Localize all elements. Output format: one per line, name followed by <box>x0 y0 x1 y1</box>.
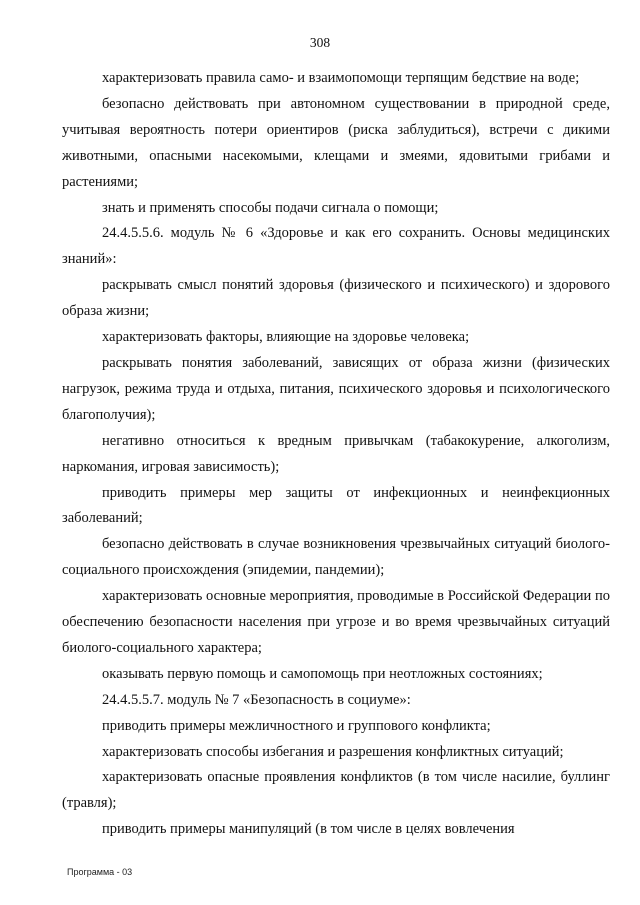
paragraph: приводить примеры межличностного и группового конфликта; <box>102 717 491 734</box>
paragraph: характеризовать способы избегания и разрешения конфликтных ситуаций; <box>102 743 564 760</box>
paragraph: негативно относиться к вредным привычкам (табакокурение, алкоголизм, наркомания, игровая зависимость); <box>62 432 610 475</box>
paragraph: 24.4.5.5.6. модуль № 6 «Здоровье и как его сохранить. Основы медицинских знаний»: <box>62 225 610 268</box>
paragraph: характеризовать основные мероприятия, проводимые в Российской Федерации по обеспечению безопасности населения при угрозе и во время чрезвычайных ситуаций биолого-социального характера; <box>62 588 610 656</box>
paragraph: знать и применять способы подачи сигнала о помощи; <box>102 199 439 216</box>
paragraph: раскрывать понятия заболеваний, зависящих от образа жизни (физических нагрузок, режима труда и отдыха, питания, психического здоровья и психологического благополучия); <box>62 354 610 423</box>
paragraph: характеризовать правила само- и взаимопомощи терпящим бедствие на воде; <box>102 70 580 86</box>
paragraph: безопасно действовать при автономном существовании в природной среде, учитывая вероятность потери ориентиров (риска заблудиться), встречи с дикими животными, опасными насекомыми, клещами и змеями, ядовитыми грибами и растениями; <box>62 95 610 190</box>
paragraph: приводить примеры мер защиты от инфекционных и неинфекционных заболеваний; <box>62 484 610 527</box>
paragraph: оказывать первую помощь и самопомощь при неотложных состояниях; <box>102 665 543 682</box>
paragraph: характеризовать факторы, влияющие на здоровье человека; <box>102 329 470 346</box>
page-number: 308 <box>309 35 331 50</box>
paragraph: 24.4.5.5.7. модуль № 7 «Безопасность в социуме»: <box>102 691 411 708</box>
paragraph: раскрывать смысл понятий здоровья (физического и психического) и здорового образа жизни; <box>62 277 610 320</box>
document-body <box>62 66 610 843</box>
paragraph: безопасно действовать в случае возникновения чрезвычайных ситуаций биолого-социального происхождения (эпидемии, пандемии); <box>62 536 610 579</box>
footer-label: Программа - 03 <box>67 867 133 877</box>
paragraph: характеризовать опасные проявления конфликтов (в том числе насилие, буллинг (травля); <box>62 769 610 812</box>
paragraph: приводить примеры манипуляций (в том числе в целях вовлечения <box>102 821 515 838</box>
